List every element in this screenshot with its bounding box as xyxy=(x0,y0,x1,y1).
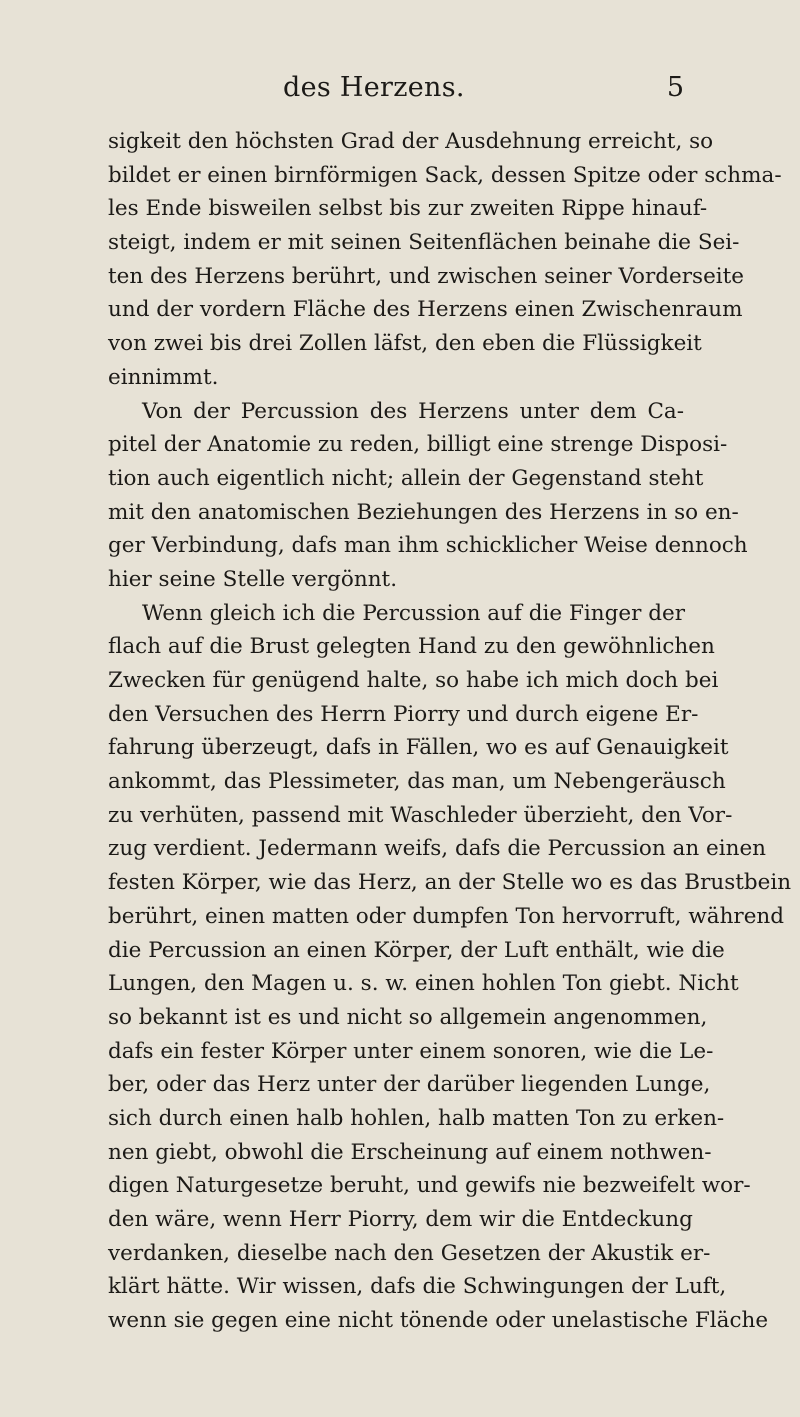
text-line: so bekannt ist es und nicht so allgemein angenommen, xyxy=(108,1004,708,1030)
text-line: klärt hätte. Wir wissen, dafs die Schwingungen der Luft, xyxy=(108,1274,727,1300)
text-line: und der vordern Fläche des Herzens einen Zwischenraum xyxy=(108,297,743,323)
text-line: die Percussion an einen Körper, der Luft enthält, wie die xyxy=(108,937,725,963)
text-line: ankommt, das Plessimeter, das man, um Nebengeräusch xyxy=(108,769,726,795)
text-line: tion auch eigentlich nicht; allein der Gegenstand steht xyxy=(108,465,704,491)
text-line: bildet er einen birnförmigen Sack, dessen Spitze oder schma- xyxy=(108,162,782,188)
text-line: zu verhüten, passend mit Waschleder überzieht, den Vor- xyxy=(108,802,733,828)
text-line: hier seine Stelle vergönnt. xyxy=(108,566,398,592)
text-line: einnimmt. xyxy=(108,364,219,390)
text-line: den Versuchen des Herrn Piorry und durch eigene Er- xyxy=(108,701,699,727)
running-title: des Herzens. xyxy=(283,72,465,103)
text-line: ber, oder das Herz unter der darüber liegenden Lunge, xyxy=(108,1072,711,1098)
text-line: sich durch einen halb hohlen, halb matten Ton zu erken- xyxy=(108,1105,725,1131)
text-line: ten des Herzens berührt, und zwischen seiner Vorderseite xyxy=(108,263,745,289)
text-line: digen Naturgesetze beruht, und gewifs nie bezweifelt wor- xyxy=(108,1173,751,1199)
text-line: zug verdient. Jedermann weifs, dafs die Percussion an einen xyxy=(108,836,767,862)
text-line: verdanken, dieselbe nach den Gesetzen der Akustik er- xyxy=(108,1240,711,1266)
text-line: den wäre, wenn Herr Piorry, dem wir die Entdeckung xyxy=(108,1207,693,1232)
text-line: ger Verbindung, dafs man ihm schicklicher Weise dennoch xyxy=(108,533,748,559)
body-text xyxy=(108,125,792,1338)
text-line: von zwei bis drei Zollen läfst, den eben die Flüssigkeit xyxy=(108,331,702,357)
text-line: nen giebt, obwohl die Erscheinung auf einem nothwen- xyxy=(108,1139,712,1165)
text-line: mit den anatomischen Beziehungen des Herzens in so en- xyxy=(108,499,739,525)
text-line: berührt, einen matten oder dumpfen Ton hervorruft, während xyxy=(108,903,785,929)
page-number: 5 xyxy=(666,72,684,103)
text-line: festen Körper, wie das Herz, an der Stelle wo es das Brustbein xyxy=(108,870,792,896)
text-line: les Ende bisweilen selbst bis zur zweiten Rippe hinauf- xyxy=(108,196,708,222)
page-header xyxy=(108,72,684,108)
text-line: dafs ein fester Körper unter einem sonoren, wie die Le- xyxy=(108,1038,714,1064)
paragraph-start-line: Wenn gleich ich die Percussion auf die Finger der xyxy=(142,600,685,626)
text-line: fahrung überzeugt, dafs in Fällen, wo es auf Genauigkeit xyxy=(108,735,729,761)
text-line: flach auf die Brust gelegten Hand zu den gewöhnlichen xyxy=(108,634,715,660)
text-line: Lungen, den Magen u. s. w. einen hohlen Ton giebt. Nicht xyxy=(108,971,739,997)
text-line: sigkeit den höchsten Grad der Ausdehnung erreicht, so xyxy=(108,129,714,154)
text-line: pitel der Anatomie zu reden, billigt eine strenge Disposi- xyxy=(108,432,728,458)
paragraph-start-line: Von der Percussion des Herzens unter dem Ca- xyxy=(142,398,684,424)
text-line: Zwecken für genügend halte, so habe ich mich doch bei xyxy=(108,668,719,693)
text-line: wenn sie gegen eine nicht tönende oder unelastische Fläche xyxy=(108,1308,769,1334)
text-line: steigt, indem er mit seinen Seitenflächen beinahe die Sei- xyxy=(108,230,740,256)
